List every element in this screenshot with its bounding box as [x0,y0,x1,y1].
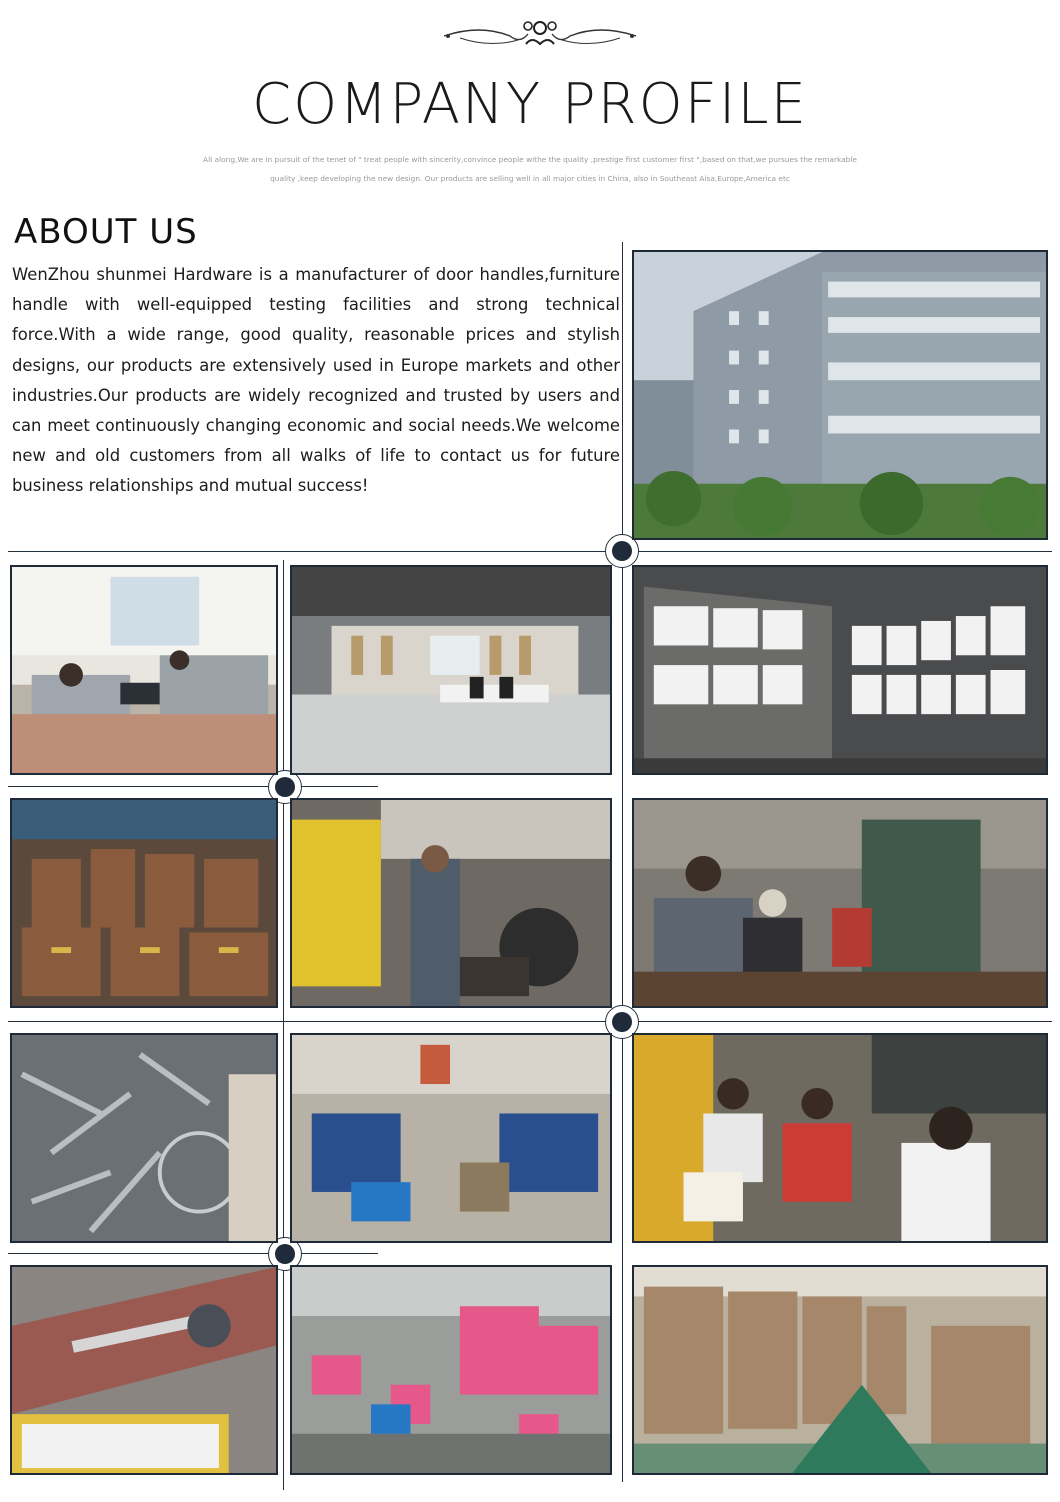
photo-metal-parts [10,1033,278,1243]
photo-office [10,565,278,775]
divider-horizontal-1 [8,551,1052,552]
photo-polishing-line [290,1033,612,1243]
divider-vertical-main [622,242,623,1482]
photo-display-wall [632,565,1048,775]
photo-factory-building [632,250,1048,540]
photo-assembly-workers [632,1033,1048,1243]
divider-horizontal-3 [8,1021,1052,1022]
photo-showroom [290,565,612,775]
page-title: COMPANY PROFILE [252,72,808,137]
photo-mold-storage [10,798,278,1008]
divider-horizontal-4 [8,1253,378,1254]
photo-packing-area [290,1265,612,1475]
photo-workshop-furnace [290,798,612,1008]
divider-horizontal-2 [8,786,378,787]
about-heading: ABOUT US [14,212,198,252]
tagline-line-2: quality ,keep developing the new design. Our products are selling well in all major cities in China, also in Southeast Aisa,Europe,America etc [270,174,790,183]
tagline-line-1: All along,We are in pursuit of the tenet of " treat people with sincerity,convince people withe the quality ,prestige first customer first ",based on that,we pursues the remarkable [203,155,857,164]
company-tagline [150,150,910,188]
about-body: WenZhou shunmei Hardware is a manufacturer of door handles,furniture handle with well-equipped testing facilities and strong technical force.With a wide range, good quality, reasonable prices and stylish designs, our products are extensively used in Europe markets and other industries.Our products are widely recognized and trusted by users and can meet continuously changing economic and social needs.We welcome new and old customers from all walks of life to contact us for future business relationships and mutual success! [12,265,620,496]
photo-grinding-belt [10,1265,278,1475]
photo-workers-pressing [632,798,1048,1008]
photo-warehouse [632,1265,1048,1475]
divider-vertical-left [283,560,284,1490]
floral-flourish-icon [440,14,640,54]
